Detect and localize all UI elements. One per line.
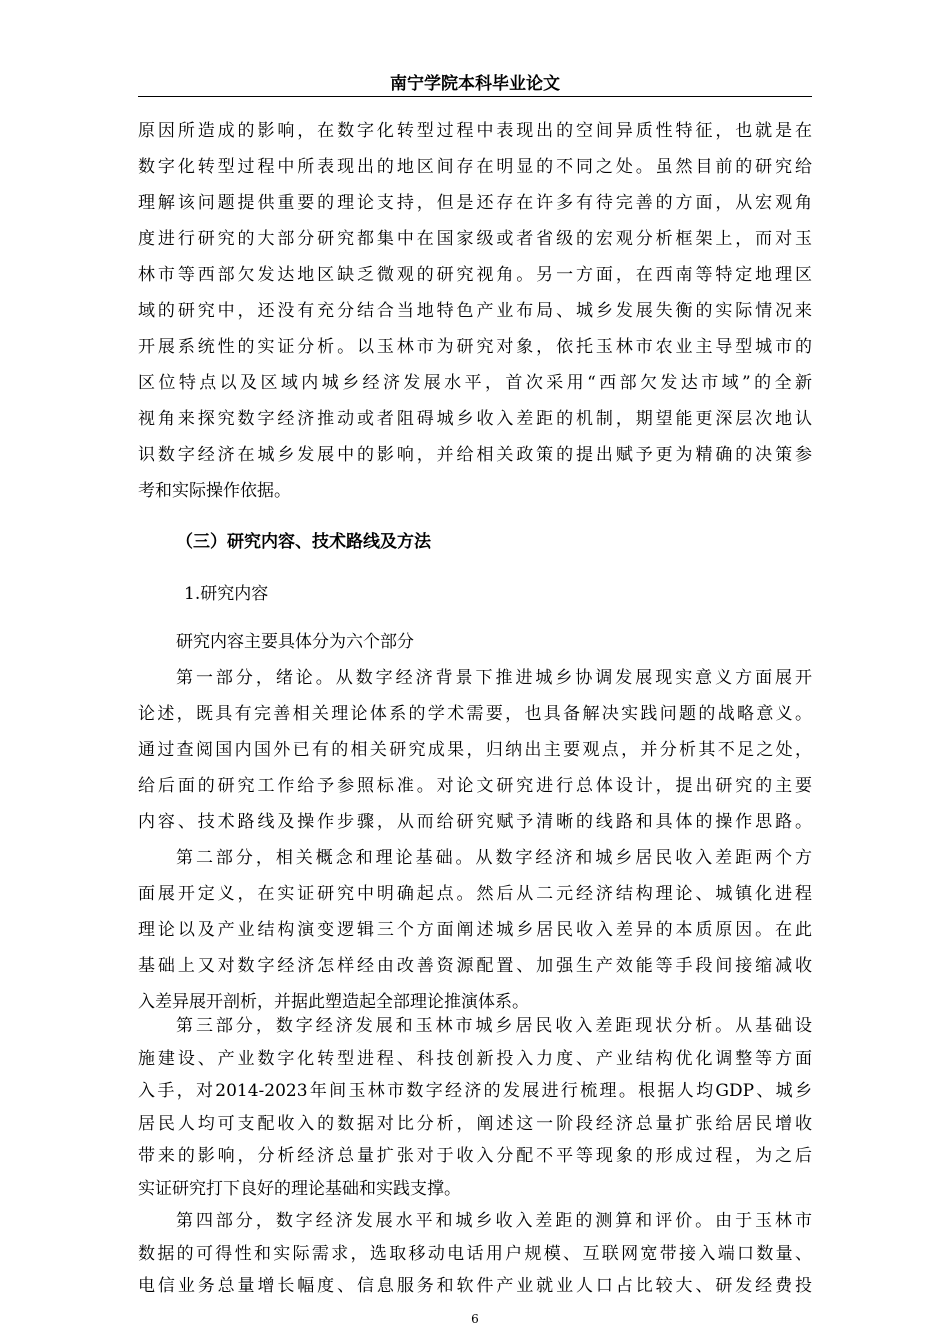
body-line: 带来的影响，分析经济总量扩张对于收入分配不平等现象的形成过程，为之后 xyxy=(138,1146,812,1166)
body-line: 通过查阅国内国外已有的相关研究成果，归纳出主要观点，并分析其不足之处， xyxy=(138,740,812,760)
body-line: 开展系统性的实证分析。以玉林市为研究对象，依托玉林市农业主导型城市的 xyxy=(138,337,812,357)
body-line: 理解该问题提供重要的理论支持，但是还存在许多有待完善的方面，从宏观角 xyxy=(138,193,812,213)
body-line: 域的研究中，还没有充分结合当地特色产业布局、城乡发展失衡的实际情况来 xyxy=(138,301,812,321)
body-line: 林市等西部欠发达地区缺乏微观的研究视角。另一方面，在西南等特定地理区 xyxy=(138,265,812,285)
body-line: 第一部分，绪论。从数字经济背景下推进城乡协调发展现实意义方面展开 xyxy=(176,668,812,688)
body-line: 基础上又对数字经济怎样经由改善资源配置、加强生产效能等手段间接缩减收 xyxy=(138,956,812,976)
body-line: 居民人均可支配收入的数据对比分析，阐述这一阶段经济总量扩张给居民增收 xyxy=(138,1113,812,1134)
subsection-heading: 1.研究内容 xyxy=(184,584,269,604)
body-line: 识数字经济在城乡发展中的影响，并给相关政策的提出赋予更为精确的决策参 xyxy=(138,445,812,465)
header-divider xyxy=(138,96,812,97)
body-line: 度进行研究的大部分研究都集中在国家级或者省级的宏观分析框架上，而对玉 xyxy=(138,229,812,249)
body-line: 第二部分，相关概念和理论基础。从数字经济和城乡居民收入差距两个方 xyxy=(176,848,812,868)
body-line: 考和实际操作依据。 xyxy=(138,481,291,501)
running-header: 南宁学院本科毕业论文 xyxy=(390,74,560,94)
body-line: 给后面的研究工作给予参照标准。对论文研究进行总体设计，提出研究的主要 xyxy=(138,776,812,796)
body-line: 数据的可得性和实际需求，选取移动电话用户规模、互联网宽带接入端口数量、 xyxy=(138,1243,812,1264)
body-line: 研究内容主要具体分为六个部分 xyxy=(176,632,414,652)
body-line: 入差异展开剖析，并据此塑造起全部理论推演体系。 xyxy=(138,992,529,1012)
body-line: 第三部分，数字经济发展和玉林市城乡居民收入差距现状分析。从基础设 xyxy=(176,1016,812,1036)
page-number: 6 xyxy=(471,1311,479,1326)
body-line: 数字化转型过程中所表现出的地区间存在明显的不同之处。虽然目前的研究给 xyxy=(138,157,812,177)
body-line: 理论以及产业结构演变逻辑三个方面阐述城乡居民收入差异的本质原因。在此 xyxy=(138,920,812,940)
body-line: 入手，对2014-2023年间玉林市数字经济的发展进行梳理。根据人均GDP、城乡 xyxy=(138,1081,812,1101)
body-line: 区位特点以及区域内城乡经济发展水平，首次采用“西部欠发达市域”的全新 xyxy=(138,373,812,393)
body-line: 面展开定义，在实证研究中明确起点。然后从二元经济结构理论、城镇化进程 xyxy=(138,884,812,904)
section-heading: （三）研究内容、技术路线及方法 xyxy=(176,532,431,552)
body-line: 原因所造成的影响，在数字化转型过程中表现出的空间异质性特征，也就是在 xyxy=(138,121,812,141)
body-line: 内容、技术路线及操作步骤，从而给研究赋予清晰的线路和具体的操作思路。 xyxy=(138,812,812,832)
body-line: 视角来探究数字经济推动或者阻碍城乡收入差距的机制，期望能更深层次地认 xyxy=(138,409,812,429)
body-line: 论述，既具有完善相关理论体系的学术需要，也具备解决实践问题的战略意义。 xyxy=(138,704,812,724)
body-line: 第四部分，数字经济发展水平和城乡收入差距的测算和评价。由于玉林市 xyxy=(176,1211,812,1231)
body-line: 施建设、产业数字化转型进程、科技创新投入力度、产业结构优化调整等方面 xyxy=(138,1048,812,1069)
body-line: 电信业务总量增长幅度、信息服务和软件产业就业人口占比较大、研发经费投 xyxy=(138,1276,812,1296)
body-line: 实证研究打下良好的理论基础和实践支撑。 xyxy=(138,1178,461,1199)
